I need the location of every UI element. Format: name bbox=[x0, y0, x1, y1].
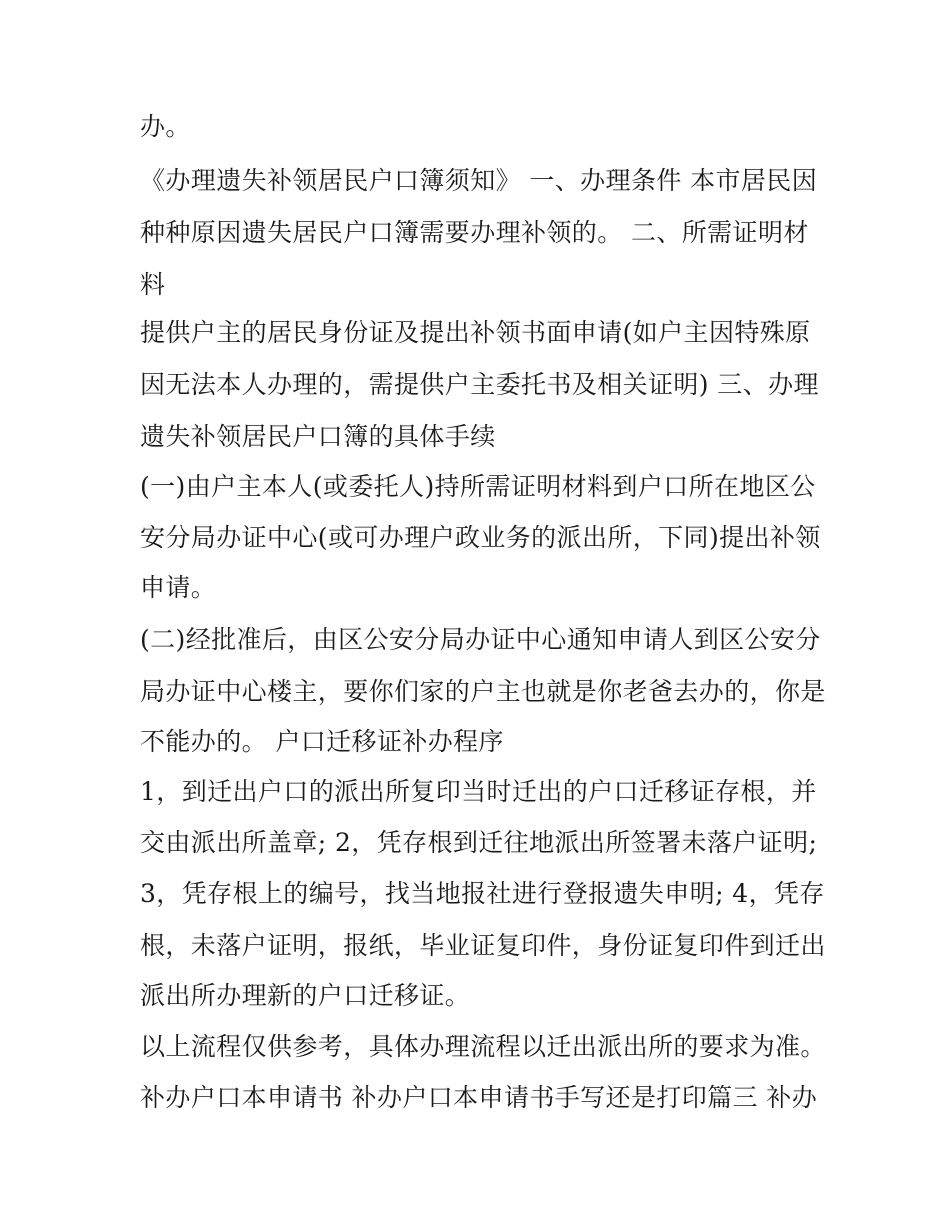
text-line: 补办户口本申请书 补办户口本申请书手写还是打印篇三 补办 bbox=[140, 1083, 818, 1112]
text-line: 局办证中心楼主，要你们家的户主也就是你老爸去办的，你是 bbox=[140, 677, 826, 706]
text-line: 根，未落户证明，报纸，毕业证复印件，身份证复印件到迁出 bbox=[140, 931, 826, 960]
text-line: (一)由户主本人(或委托人)持所需证明材料到户口所在地区公 bbox=[140, 472, 816, 501]
text-line: 派出所办理新的户口迁移证。 bbox=[140, 981, 471, 1010]
text-line: 提供户主的居民身份证及提出补领书面申请(如户主因特殊原 bbox=[140, 318, 811, 347]
text-line: 以上流程仅供参考，具体办理流程以迁出派出所的要求为准。 bbox=[140, 1032, 826, 1061]
text-line: 料 bbox=[140, 270, 166, 299]
text-line: 因无法本人办理的，需提供户主委托书及相关证明) 三、办理 bbox=[140, 370, 819, 399]
text-line: (二)经批准后，由区公安分局办证中心通知申请人到区公安分 bbox=[140, 625, 821, 654]
text-line: 交由派出所盖章; 2，凭存根到迁往地派出所签署未落户证明; bbox=[140, 828, 818, 857]
text-line: 办。 bbox=[140, 112, 191, 141]
text-line: 种种原因遗失居民户口簿需要办理补领的。 二、所需证明材 bbox=[140, 218, 809, 247]
text-line: 不能办的。 户口迁移证补办程序 bbox=[140, 727, 504, 756]
text-line: 1，到迁出户口的派出所复印当时迁出的户口迁移证存根，并 bbox=[140, 777, 817, 806]
text-line: 遗失补领居民户口簿的具体手续 bbox=[140, 422, 496, 451]
text-line: 安分局办证中心(或可办理户政业务的派出所，下同)提出补领 bbox=[140, 523, 821, 552]
text-line: 《办理遗失补领居民户口簿须知》 一、办理条件 本市居民因 bbox=[140, 166, 818, 195]
text-line: 3，凭存根上的编号，找当地报社进行登报遗失申明; 4，凭存 bbox=[140, 879, 825, 908]
text-line: 申请。 bbox=[140, 573, 217, 602]
